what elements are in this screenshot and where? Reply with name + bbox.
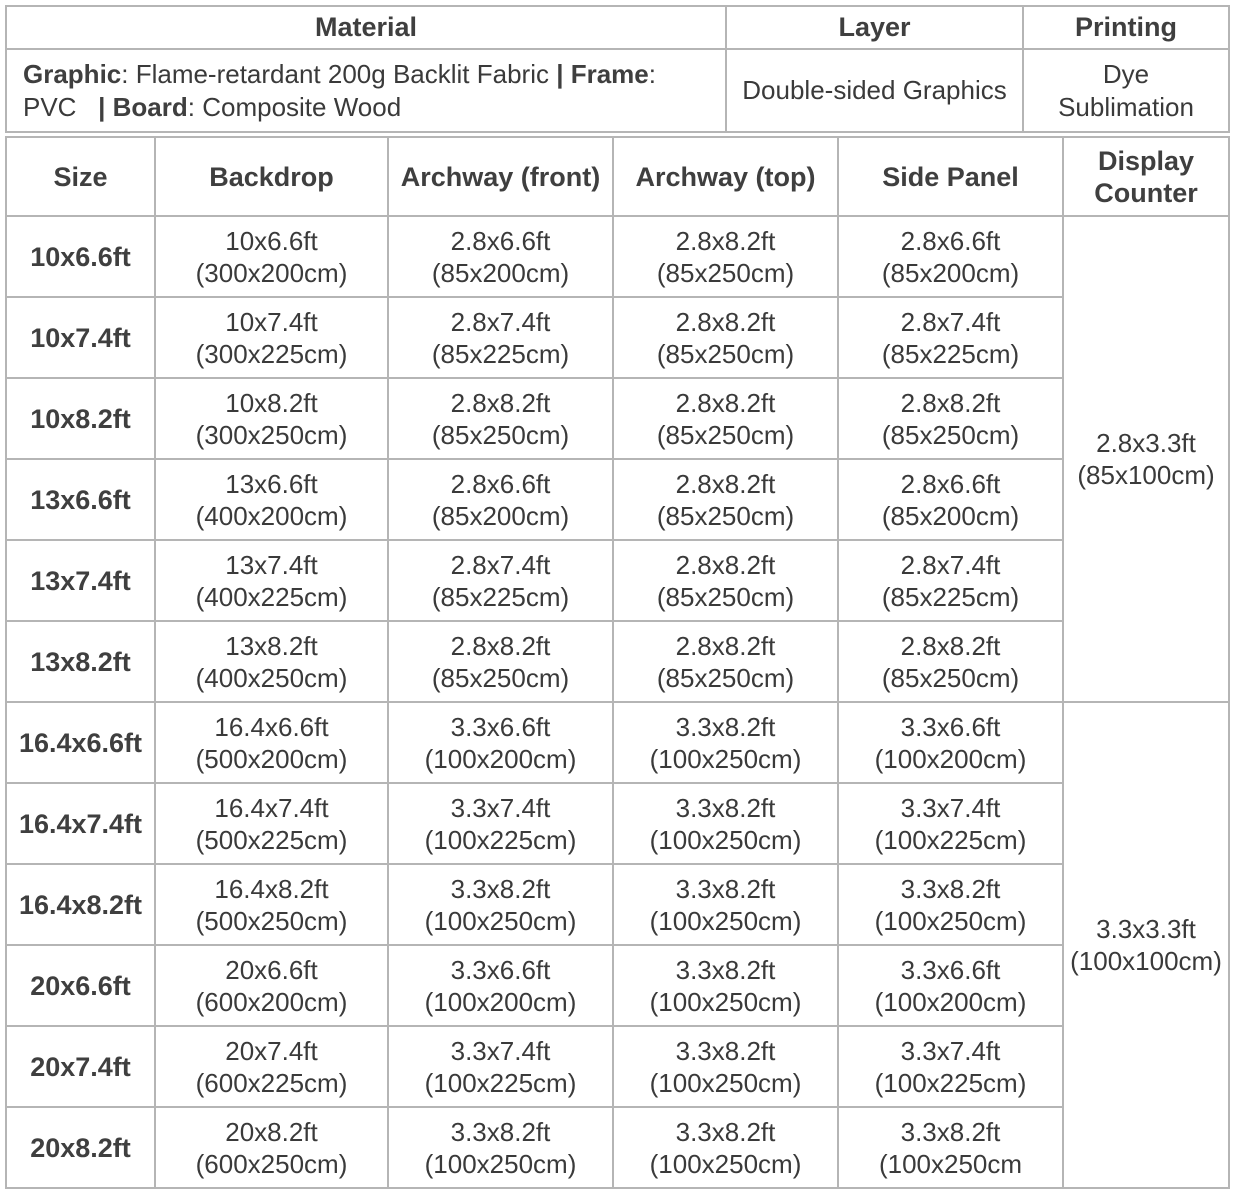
size-cell: 16.4x6.6ft bbox=[6, 702, 155, 783]
archway-front-cell-line: (85x250cm) bbox=[431, 662, 570, 693]
material-spec-table bbox=[5, 5, 1230, 133]
backdrop-cell-line: (400x250cm) bbox=[195, 662, 348, 693]
side-panel-cell bbox=[838, 297, 1063, 378]
archway-top-cell-line: (100x250cm) bbox=[649, 905, 802, 936]
backdrop-cell-line: 10x8.2ft bbox=[225, 387, 318, 418]
backdrop-cell bbox=[155, 621, 388, 702]
archway-front-cell-line: 2.8x6.6ft bbox=[450, 225, 551, 256]
graphic-value: : Flame-retardant 200g Backlit Fabric bbox=[121, 58, 557, 89]
separator: | bbox=[556, 58, 564, 89]
side-panel-cell-line: (85x225cm) bbox=[881, 338, 1020, 369]
side-panel-cell bbox=[838, 864, 1063, 945]
archway-front-cell bbox=[388, 297, 613, 378]
table-row bbox=[6, 1107, 1229, 1188]
separator: | bbox=[98, 91, 113, 122]
backdrop-cell bbox=[155, 1026, 388, 1107]
side-panel-cell-line: (85x200cm) bbox=[881, 257, 1020, 288]
archway-front-cell-line: (100x225cm) bbox=[424, 824, 577, 855]
side-panel-cell bbox=[838, 1107, 1063, 1188]
backdrop-cell-line: 20x6.6ft bbox=[225, 954, 318, 985]
side-panel-cell-line: (85x250cm) bbox=[881, 419, 1020, 450]
archway-front-cell bbox=[388, 864, 613, 945]
table-row bbox=[6, 540, 1229, 621]
backdrop-cell-line: (500x225cm) bbox=[195, 824, 348, 855]
archway-front-cell bbox=[388, 216, 613, 297]
display-counter-line: 2.8x3.3ft bbox=[1096, 428, 1196, 458]
archway-front-cell bbox=[388, 1107, 613, 1188]
material-header: Material bbox=[6, 6, 726, 49]
side-panel-cell-line: (85x250cm) bbox=[881, 662, 1020, 693]
table-row bbox=[6, 621, 1229, 702]
archway-top-cell bbox=[613, 864, 838, 945]
printing-value bbox=[1023, 49, 1229, 132]
archway-front-cell bbox=[388, 540, 613, 621]
size-cell: 13x8.2ft bbox=[6, 621, 155, 702]
size-table-body bbox=[6, 216, 1229, 1188]
archway-front-cell-line: (100x250cm) bbox=[424, 1148, 577, 1179]
printing-header: Printing bbox=[1023, 6, 1229, 49]
backdrop-cell-line: 20x7.4ft bbox=[225, 1035, 318, 1066]
backdrop-cell-line: 20x8.2ft bbox=[225, 1116, 318, 1147]
archway-front-cell-line: (100x200cm) bbox=[424, 743, 577, 774]
archway-top-cell-line: 3.3x8.2ft bbox=[675, 711, 776, 742]
archway-top-cell-line: (100x250cm) bbox=[649, 743, 802, 774]
archway-front-cell-line: 2.8x8.2ft bbox=[450, 387, 551, 418]
backdrop-cell bbox=[155, 378, 388, 459]
backdrop-cell-line: 13x7.4ft bbox=[225, 549, 318, 580]
display-counter-header-line-1: Display bbox=[1097, 145, 1195, 176]
archway-front-cell-line: (85x200cm) bbox=[431, 257, 570, 288]
display-counter-header bbox=[1063, 137, 1229, 216]
archway-front-cell-line: 2.8x7.4ft bbox=[450, 549, 551, 580]
display-counter-cell bbox=[1063, 702, 1229, 1188]
backdrop-header: Backdrop bbox=[155, 137, 388, 216]
display-counter-cell bbox=[1063, 216, 1229, 702]
backdrop-cell-line: (600x225cm) bbox=[195, 1067, 348, 1098]
archway-top-cell bbox=[613, 459, 838, 540]
backdrop-cell-line: 13x6.6ft bbox=[225, 468, 318, 499]
archway-front-cell bbox=[388, 783, 613, 864]
archway-top-header: Archway (top) bbox=[613, 137, 838, 216]
archway-front-cell bbox=[388, 1026, 613, 1107]
spec-value-row bbox=[6, 49, 1229, 132]
archway-top-cell-line: (100x250cm) bbox=[649, 1067, 802, 1098]
side-panel-cell bbox=[838, 621, 1063, 702]
layer-header: Layer bbox=[726, 6, 1023, 49]
display-counter-line: (85x100cm) bbox=[1077, 460, 1215, 490]
side-panel-cell-line: (100x225cm) bbox=[874, 824, 1027, 855]
table-row bbox=[6, 216, 1229, 297]
size-cell: 16.4x8.2ft bbox=[6, 864, 155, 945]
table-row bbox=[6, 297, 1229, 378]
side-panel-cell-line: 2.8x6.6ft bbox=[900, 468, 1001, 499]
backdrop-cell-line: 16.4x7.4ft bbox=[214, 792, 329, 823]
material-value bbox=[6, 49, 726, 132]
backdrop-cell bbox=[155, 702, 388, 783]
archway-top-cell-line: 2.8x8.2ft bbox=[675, 630, 776, 661]
archway-top-cell-line: 2.8x8.2ft bbox=[675, 549, 776, 580]
backdrop-cell bbox=[155, 783, 388, 864]
side-panel-cell-line: 2.8x7.4ft bbox=[900, 306, 1001, 337]
size-cell: 10x6.6ft bbox=[6, 216, 155, 297]
backdrop-cell-line: (300x250cm) bbox=[195, 419, 348, 450]
archway-front-cell-line: 3.3x6.6ft bbox=[450, 954, 551, 985]
archway-front-cell-line: (85x250cm) bbox=[431, 419, 570, 450]
backdrop-cell-line: (600x200cm) bbox=[195, 986, 348, 1017]
display-counter-header-line-2: Counter bbox=[1094, 177, 1198, 208]
size-cell: 20x6.6ft bbox=[6, 945, 155, 1026]
archway-top-cell bbox=[613, 702, 838, 783]
archway-top-cell bbox=[613, 216, 838, 297]
size-cell: 10x8.2ft bbox=[6, 378, 155, 459]
frame-label: Frame bbox=[563, 58, 649, 89]
archway-top-cell-line: (85x250cm) bbox=[656, 500, 795, 531]
archway-top-cell-line: (85x250cm) bbox=[656, 662, 795, 693]
archway-top-cell-line: (85x250cm) bbox=[656, 257, 795, 288]
archway-front-header: Archway (front) bbox=[388, 137, 613, 216]
archway-front-cell-line: 2.8x6.6ft bbox=[450, 468, 551, 499]
frame-value: : PVC bbox=[23, 58, 656, 122]
archway-top-cell-line: 3.3x8.2ft bbox=[675, 792, 776, 823]
side-panel-cell bbox=[838, 216, 1063, 297]
side-panel-cell-line: 2.8x8.2ft bbox=[900, 630, 1001, 661]
archway-top-cell bbox=[613, 945, 838, 1026]
archway-front-cell bbox=[388, 459, 613, 540]
size-cell: 10x7.4ft bbox=[6, 297, 155, 378]
backdrop-cell bbox=[155, 216, 388, 297]
backdrop-cell bbox=[155, 864, 388, 945]
layer-value: Double-sided Graphics bbox=[726, 49, 1023, 132]
backdrop-cell-line: 16.4x8.2ft bbox=[214, 873, 329, 904]
display-counter-line: (100x100cm) bbox=[1070, 946, 1222, 976]
backdrop-cell-line: (300x225cm) bbox=[195, 338, 348, 369]
board-label: Board bbox=[112, 91, 188, 122]
archway-top-cell-line: (100x250cm) bbox=[649, 824, 802, 855]
backdrop-cell-line: (500x250cm) bbox=[195, 905, 348, 936]
graphic-label: Graphic bbox=[23, 58, 122, 89]
side-panel-cell bbox=[838, 783, 1063, 864]
archway-top-cell-line: 2.8x8.2ft bbox=[675, 225, 776, 256]
archway-front-cell bbox=[388, 621, 613, 702]
backdrop-cell bbox=[155, 459, 388, 540]
archway-front-cell-line: (85x200cm) bbox=[431, 500, 570, 531]
side-panel-cell-line: 3.3x6.6ft bbox=[900, 711, 1001, 742]
side-panel-cell-line: 2.8x7.4ft bbox=[900, 549, 1001, 580]
archway-front-cell bbox=[388, 702, 613, 783]
board-value: : Composite Wood bbox=[187, 91, 402, 122]
side-panel-cell bbox=[838, 702, 1063, 783]
archway-front-cell-line: 3.3x7.4ft bbox=[450, 1035, 551, 1066]
archway-top-cell bbox=[613, 1026, 838, 1107]
table-row bbox=[6, 783, 1229, 864]
backdrop-cell-line: (600x250cm) bbox=[195, 1148, 348, 1179]
side-panel-cell bbox=[838, 1026, 1063, 1107]
side-panel-cell-line: (100x200cm) bbox=[874, 743, 1027, 774]
archway-top-cell-line: 2.8x8.2ft bbox=[675, 468, 776, 499]
archway-top-cell bbox=[613, 783, 838, 864]
archway-top-cell-line: 3.3x8.2ft bbox=[675, 1116, 776, 1147]
side-panel-cell-line: 3.3x8.2ft bbox=[900, 1116, 1001, 1147]
archway-front-cell-line: 2.8x7.4ft bbox=[450, 306, 551, 337]
side-panel-cell-line: (100x250cm bbox=[878, 1148, 1023, 1179]
side-panel-header: Side Panel bbox=[838, 137, 1063, 216]
archway-top-cell bbox=[613, 540, 838, 621]
backdrop-cell bbox=[155, 540, 388, 621]
side-panel-cell-line: 2.8x8.2ft bbox=[900, 387, 1001, 418]
table-row bbox=[6, 864, 1229, 945]
size-table bbox=[5, 136, 1230, 1189]
archway-top-cell-line: (85x250cm) bbox=[656, 338, 795, 369]
archway-front-cell-line: (100x200cm) bbox=[424, 986, 577, 1017]
side-panel-cell bbox=[838, 459, 1063, 540]
side-panel-cell-line: 3.3x6.6ft bbox=[900, 954, 1001, 985]
table-row bbox=[6, 702, 1229, 783]
display-counter-line: 3.3x3.3ft bbox=[1096, 914, 1196, 944]
side-panel-cell-line: 2.8x6.6ft bbox=[900, 225, 1001, 256]
backdrop-cell-line: 16.4x6.6ft bbox=[214, 711, 329, 742]
archway-front-cell-line: 3.3x8.2ft bbox=[450, 1116, 551, 1147]
archway-top-cell-line: (100x250cm) bbox=[649, 1148, 802, 1179]
size-cell: 13x6.6ft bbox=[6, 459, 155, 540]
archway-top-cell bbox=[613, 1107, 838, 1188]
archway-top-cell-line: 3.3x8.2ft bbox=[675, 1035, 776, 1066]
archway-top-cell-line: 3.3x8.2ft bbox=[675, 873, 776, 904]
side-panel-cell-line: (100x250cm) bbox=[874, 905, 1027, 936]
archway-front-cell-line: 3.3x8.2ft bbox=[450, 873, 551, 904]
archway-top-cell-line: 2.8x8.2ft bbox=[675, 306, 776, 337]
archway-top-cell bbox=[613, 378, 838, 459]
archway-front-cell-line: (85x225cm) bbox=[431, 581, 570, 612]
archway-top-cell-line: (100x250cm) bbox=[649, 986, 802, 1017]
size-cell: 16.4x7.4ft bbox=[6, 783, 155, 864]
backdrop-cell bbox=[155, 945, 388, 1026]
size-header: Size bbox=[6, 137, 155, 216]
backdrop-cell-line: 10x6.6ft bbox=[225, 225, 318, 256]
archway-top-cell bbox=[613, 621, 838, 702]
backdrop-cell bbox=[155, 297, 388, 378]
archway-top-cell-line: 3.3x8.2ft bbox=[675, 954, 776, 985]
size-header-row bbox=[6, 137, 1229, 216]
side-panel-cell bbox=[838, 540, 1063, 621]
archway-top-cell-line: (85x250cm) bbox=[656, 581, 795, 612]
archway-front-cell bbox=[388, 378, 613, 459]
side-panel-cell-line: 3.3x8.2ft bbox=[900, 873, 1001, 904]
archway-top-cell bbox=[613, 297, 838, 378]
side-panel-cell bbox=[838, 945, 1063, 1026]
table-row bbox=[6, 459, 1229, 540]
archway-front-cell-line: 2.8x8.2ft bbox=[450, 630, 551, 661]
size-cell: 20x7.4ft bbox=[6, 1026, 155, 1107]
archway-top-cell-line: 2.8x8.2ft bbox=[675, 387, 776, 418]
side-panel-cell-line: (85x200cm) bbox=[881, 500, 1020, 531]
archway-top-cell-line: (85x250cm) bbox=[656, 419, 795, 450]
table-row bbox=[6, 378, 1229, 459]
size-cell: 13x7.4ft bbox=[6, 540, 155, 621]
printing-line-2: Sublimation bbox=[1058, 91, 1194, 122]
side-panel-cell bbox=[838, 378, 1063, 459]
backdrop-cell-line: 13x8.2ft bbox=[225, 630, 318, 661]
side-panel-cell-line: 3.3x7.4ft bbox=[900, 792, 1001, 823]
backdrop-cell-line: (300x200cm) bbox=[195, 257, 348, 288]
side-panel-cell-line: (100x200cm) bbox=[874, 986, 1027, 1017]
printing-line-1: Dye bbox=[1102, 58, 1150, 89]
table-row bbox=[6, 1026, 1229, 1107]
archway-front-cell-line: (100x225cm) bbox=[424, 1067, 577, 1098]
spec-header-row bbox=[6, 6, 1229, 49]
archway-front-cell-line: 3.3x7.4ft bbox=[450, 792, 551, 823]
backdrop-cell bbox=[155, 1107, 388, 1188]
archway-front-cell-line: (85x225cm) bbox=[431, 338, 570, 369]
backdrop-cell-line: (400x200cm) bbox=[195, 500, 348, 531]
table-row bbox=[6, 945, 1229, 1026]
backdrop-cell-line: 10x7.4ft bbox=[225, 306, 318, 337]
backdrop-cell-line: (500x200cm) bbox=[195, 743, 348, 774]
archway-front-cell-line: 3.3x6.6ft bbox=[450, 711, 551, 742]
side-panel-cell-line: (85x225cm) bbox=[881, 581, 1020, 612]
side-panel-cell-line: (100x225cm) bbox=[874, 1067, 1027, 1098]
archway-front-cell bbox=[388, 945, 613, 1026]
side-panel-cell-line: 3.3x7.4ft bbox=[900, 1035, 1001, 1066]
size-cell: 20x8.2ft bbox=[6, 1107, 155, 1188]
archway-front-cell-line: (100x250cm) bbox=[424, 905, 577, 936]
backdrop-cell-line: (400x225cm) bbox=[195, 581, 348, 612]
